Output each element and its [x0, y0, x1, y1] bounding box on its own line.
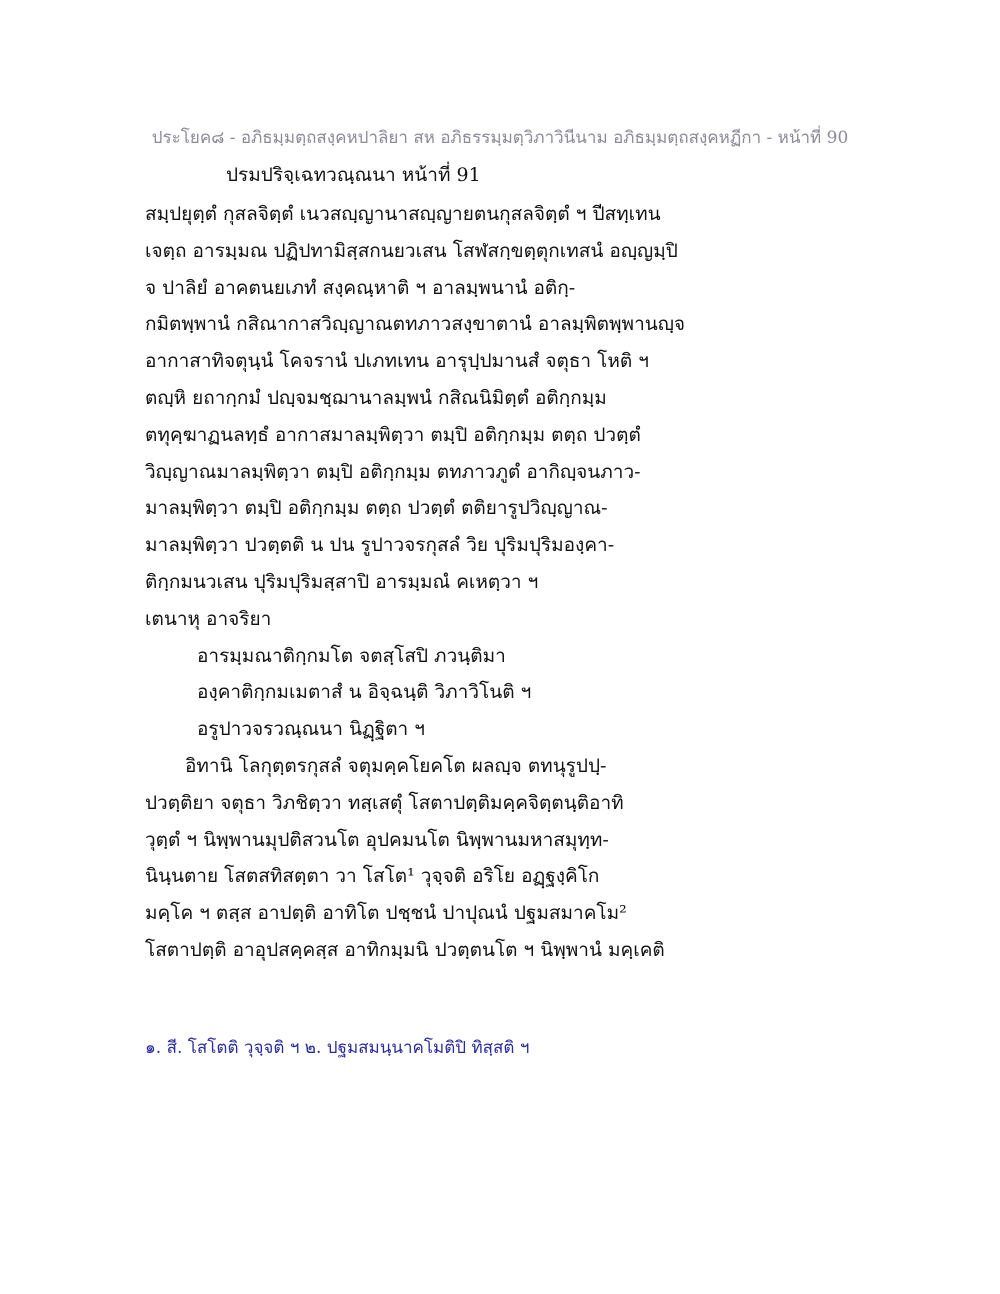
paragraph-line: มคฺโค ฯ ตสฺส อาปตฺติ อาทิโต ปชฺชนํ ปาปุณนํ ปฐมสมาคโม² — [145, 902, 627, 925]
text-line: มาลมฺพิตฺวา ตมฺปิ อติกฺกมฺม ตตฺถ ปวตฺตํ ตติยารูปวิญฺญาณ- — [145, 497, 608, 520]
paragraph-line: โสตาปตฺติ อาอุปสคฺคสฺส อาทิกมฺมนิ ปวตฺตนโต ฯ นิพฺพานํ มคฺเคติ — [145, 938, 665, 961]
paragraph-line: ปวตฺติยา จตุธา วิภชิตฺวา ทสฺเสตุํ โสตาปตฺติมคฺคจิตฺตนฺติอาทิ — [145, 791, 624, 814]
text-line: ตญฺหิ ยถากฺกมํ ปญฺจมชฺฌานาลมฺพนํ กสิณนิมิตฺตํ อติกฺกมฺม — [145, 386, 607, 409]
text-line: กมิตพฺพานํ กสิณากาสวิญฺญาณตทภาวสงฺขาตานํ อาลมฺพิตพฺพานญฺจ — [145, 313, 686, 336]
section-title: ปรมปริจฺเฉทวณฺณนา หน้าที่ 91 — [226, 164, 481, 186]
body-text — [145, 196, 885, 969]
text-line: อากาสาทิจตุนฺนํ โคจรานํ ปเภทเทน อารุปฺปมานสํ จตุธา โหติ ฯ — [145, 350, 649, 373]
text-line: วิญฺญาณมาลมฺพิตฺวา ตมฺปิ อติกฺกมฺม ตทภาวภูตํ อากิญฺจนภาว- — [145, 460, 641, 483]
verse-line: องฺคาติกฺกมเมตาสํ น อิจฺฉนฺติ วิภาวิโนติ ฯ — [197, 681, 532, 704]
text-line: ติกฺกมนวเสน ปุริมปุริมสฺสาปิ อารมฺมณํ คเหตฺวา ฯ — [145, 570, 539, 593]
paragraph-line: วุตฺตํ ฯ นิพฺพานมุปติสวนโต อุปคมนโต นิพฺพานมหาสมุทฺท- — [145, 828, 609, 851]
text-line: เตนาหุ อาจริยา — [145, 607, 272, 630]
text-line: ตทุคฺฆาฏนลทฺธํ อากาสมาลมฺพิตฺวา ตมฺปิ อติกฺกมฺม ตตฺถ ปวตฺตํ — [145, 423, 641, 446]
text-line: จ ปาลิยํ อาคตนยเภทํ สงฺคณฺหาติ ฯ อาลมฺพนานํ อติกฺ- — [145, 276, 576, 299]
paragraph-line: นินฺนตาย โสตสทิสตฺตา วา โสโต¹ วุจฺจติ อริโย อฏฺฐงฺคิโก — [145, 865, 600, 888]
verse-line: อารมฺมณาติกฺกมโต จตสฺโสปิ ภวนฺติมา — [197, 644, 506, 667]
footnote: ๑. สี. โสโตติ วุจฺจติ ฯ ๒. ปฐมสมนฺนาคโมติปิ ทิสฺสติ ฯ — [145, 1038, 530, 1058]
text-line: เจตฺถ อารมฺมณ ปฏิปทามิสฺสกนยวเสน โสฬสกฺขตฺตุกเทสนํ อญฺญมฺปิ — [145, 239, 678, 262]
page-header: ประโยค๘ - อภิธมฺมตฺถสงฺคหปาลิยา สห อภิธรรมฺมตฺวิภาวินีนาม อภิธมฺมตฺถสงฺคหฏีกา - หน้าที่ 90 — [151, 128, 849, 148]
paragraph-line: อิทานิ โลกุตฺตรกุสลํ จตุมคฺคโยคโต ผลญฺจ ตทนุรูปปฺ- — [185, 754, 607, 777]
text-line: สมฺปยุตฺตํ กุสลจิตฺตํ เนวสญฺญานาสญฺญายตนกุสลจิตฺตํ ฯ ปีสทฺเทน — [145, 203, 661, 225]
text-line: มาลมฺพิตฺวา ปวตฺตติ น ปน รูปาวจรกุสลํ วิย ปุริมปุริมองฺคา- — [145, 534, 615, 557]
verse-line: อรูปาวจรวณฺณนา นิฏฺฐิตา ฯ — [197, 718, 425, 741]
